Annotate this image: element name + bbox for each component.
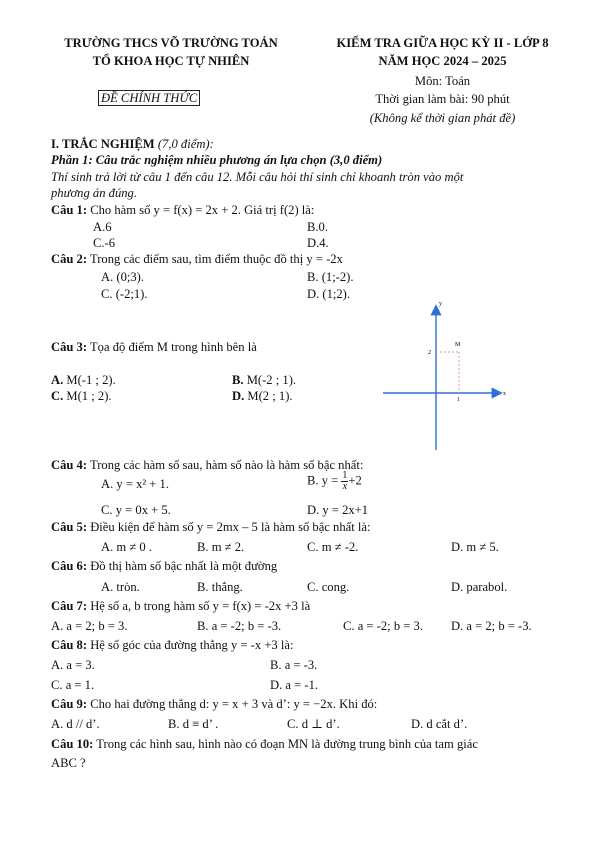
q3-option-a-text: M(-1 ; 2). bbox=[66, 373, 116, 387]
official-badge bbox=[98, 91, 200, 106]
question-2-text: Trong các điểm sau, tìm điểm thuộc đồ thị y = -2x bbox=[89, 252, 343, 266]
q7-option-c[interactable]: C. a = -2; b = 3. bbox=[343, 619, 423, 633]
q7-option-a[interactable]: A. a = 2; b = 3. bbox=[51, 619, 128, 633]
q3-option-c[interactable] bbox=[51, 389, 112, 404]
question-6 bbox=[51, 559, 277, 574]
q9-option-a[interactable]: A. d // d’. bbox=[51, 717, 100, 731]
question-9 bbox=[51, 697, 377, 712]
official-label: ĐỀ CHÍNH THỨC bbox=[98, 90, 200, 106]
q2-option-c[interactable]: C. (-2;1). bbox=[101, 287, 148, 301]
q3-option-c-key: C. bbox=[51, 389, 64, 403]
q5-option-c[interactable]: C. m ≠ -2. bbox=[307, 540, 359, 554]
q3-option-b-text: M(-2 ; 1). bbox=[246, 373, 297, 387]
question-7 bbox=[51, 599, 310, 614]
part1-title: Phần 1: Câu trắc nghiệm nhiều phương án lựa chọn (3,0 điểm) bbox=[51, 153, 383, 167]
question-9-text: Cho hai đường thẳng d: y = x + 3 và d’: y = −2x. Khi đó: bbox=[90, 697, 378, 711]
point-m-label: M bbox=[455, 342, 461, 348]
question-10-text: Trong các hình sau, hình nào có đoạn MN là đường trung bình của tam giác bbox=[96, 737, 478, 751]
question-6-label: Câu 6: bbox=[51, 559, 88, 573]
section-points: (7,0 điểm): bbox=[157, 137, 214, 151]
question-1-label: Câu 1: bbox=[51, 203, 88, 217]
q3-option-c-text: M(1 ; 2). bbox=[66, 389, 112, 403]
q2-option-b[interactable]: B. (1;-2). bbox=[307, 270, 354, 284]
q3-option-a[interactable] bbox=[51, 373, 116, 388]
q6-option-d[interactable]: D. parabol. bbox=[451, 580, 508, 594]
question-4-text: Trong các hàm số sau, hàm số nào là hàm số bậc nhất: bbox=[89, 458, 364, 472]
question-7-text: Hệ số a, b trong hàm số y = f(x) = -2x +3 là bbox=[90, 599, 311, 613]
school-year: NĂM HỌC 2024 – 2025 bbox=[378, 54, 507, 68]
q7-option-d[interactable]: D. a = 2; b = -3. bbox=[451, 619, 532, 633]
q4-option-a[interactable]: A. y = x² + 1. bbox=[101, 477, 170, 491]
fraction-numerator: 1 bbox=[342, 470, 348, 481]
q3-option-b[interactable] bbox=[232, 373, 296, 388]
q4-option-b-suffix: +2 bbox=[348, 473, 362, 488]
question-1 bbox=[51, 203, 314, 218]
q4-option-d[interactable]: D. y = 2x+1 bbox=[307, 503, 369, 517]
q8-option-c[interactable]: C. a = 1. bbox=[51, 678, 95, 692]
q5-option-b[interactable]: B. m ≠ 2. bbox=[197, 540, 245, 554]
q8-option-d[interactable]: D. a = -1. bbox=[270, 678, 319, 692]
q6-option-a[interactable]: A. tròn. bbox=[101, 580, 140, 594]
school-name: TRƯỜNG THCS VÕ TRƯỜNG TOẢN bbox=[64, 36, 278, 50]
q4-option-b-prefix: B. y = bbox=[307, 473, 339, 488]
q4-option-b[interactable] bbox=[307, 471, 362, 492]
question-2-label: Câu 2: bbox=[51, 252, 88, 266]
x-tick-label: 1 bbox=[457, 397, 460, 403]
q6-option-b[interactable]: B. thẳng. bbox=[197, 580, 243, 594]
q4-option-c[interactable]: C. y = 0x + 5. bbox=[101, 503, 171, 517]
coordinate-graph bbox=[375, 295, 515, 455]
q3-option-b-key: B. bbox=[232, 373, 244, 387]
question-5-label: Câu 5: bbox=[51, 520, 88, 534]
exam-title: KIỂM TRA GIỮA HỌC KỲ II - LỚP 8 bbox=[336, 36, 549, 50]
q8-option-a[interactable]: A. a = 3. bbox=[51, 658, 95, 672]
q7-option-b[interactable]: B. a = -2; b = -3. bbox=[197, 619, 282, 633]
question-10-text-cont: ABC ? bbox=[51, 756, 86, 770]
instructions-line2: phương án đúng. bbox=[51, 186, 138, 200]
x-axis-label: x bbox=[503, 391, 506, 397]
question-1-text: Cho hàm số y = f(x) = 2x + 2. Giá trị f(2) là: bbox=[90, 203, 315, 217]
q9-option-c[interactable]: C. d ⊥ d’. bbox=[287, 717, 340, 731]
question-8-text: Hệ số góc của đường thẳng y = -x +3 là: bbox=[90, 638, 294, 652]
fraction-denominator: x bbox=[342, 481, 348, 492]
question-9-label: Câu 9: bbox=[51, 697, 88, 711]
question-6-text: Đồ thị hàm số bậc nhất là một đường bbox=[90, 559, 278, 573]
instructions-line1: Thí sinh trả lời từ câu 1 đến câu 12. Mỗi câu hỏi thí sinh chỉ khoanh tròn vào một bbox=[51, 170, 464, 184]
q2-option-d[interactable]: D. (1;2). bbox=[307, 287, 351, 301]
q2-option-a[interactable]: A. (0;3). bbox=[101, 270, 145, 284]
section-title-text: I. TRẮC NGHIỆM bbox=[51, 137, 155, 151]
question-4-label: Câu 4: bbox=[51, 458, 88, 472]
question-3 bbox=[51, 340, 257, 355]
q9-option-d[interactable]: D. d cắt d’. bbox=[411, 717, 468, 731]
department-name: TỔ KHOA HỌC TỰ NHIÊN bbox=[92, 54, 250, 68]
section-title bbox=[51, 137, 214, 152]
q1-option-c[interactable]: C.-6 bbox=[93, 236, 116, 250]
q3-option-d-text: M(2 ; 1). bbox=[247, 389, 293, 403]
question-7-label: Câu 7: bbox=[51, 599, 88, 613]
subject: Môn: Toán bbox=[414, 74, 471, 88]
question-10-label: Câu 10: bbox=[51, 737, 94, 751]
q1-option-b[interactable]: B.0. bbox=[307, 220, 328, 234]
q1-option-a[interactable]: A.6 bbox=[93, 220, 112, 234]
q9-option-b[interactable]: B. d ≡ d’ . bbox=[168, 717, 219, 731]
y-tick-label: 2 bbox=[428, 350, 431, 356]
q3-option-a-key: A. bbox=[51, 373, 64, 387]
question-5 bbox=[51, 520, 370, 535]
duration-note: (Không kể thời gian phát đề) bbox=[369, 111, 516, 125]
q5-option-d[interactable]: D. m ≠ 5. bbox=[451, 540, 499, 554]
q5-option-a[interactable]: A. m ≠ 0 . bbox=[101, 540, 152, 554]
y-axis-label: y bbox=[439, 301, 442, 307]
question-3-label: Câu 3: bbox=[51, 340, 88, 354]
question-10 bbox=[51, 737, 478, 752]
q8-option-b[interactable]: B. a = -3. bbox=[270, 658, 318, 672]
question-5-text: Điều kiện để hàm số y = 2mx – 5 là hàm số bậc nhất là: bbox=[90, 520, 371, 534]
exam-duration: Thời gian làm bài: 90 phút bbox=[375, 92, 510, 106]
q1-option-d[interactable]: D.4. bbox=[307, 236, 329, 250]
question-2 bbox=[51, 252, 343, 267]
q6-option-c[interactable]: C. cong. bbox=[307, 580, 350, 594]
q3-option-d-key: D. bbox=[232, 389, 245, 403]
question-3-text: Tọa độ điểm M trong hình bên là bbox=[89, 340, 257, 354]
question-8-label: Câu 8: bbox=[51, 638, 88, 652]
question-8 bbox=[51, 638, 293, 653]
q3-option-d[interactable] bbox=[232, 389, 293, 404]
